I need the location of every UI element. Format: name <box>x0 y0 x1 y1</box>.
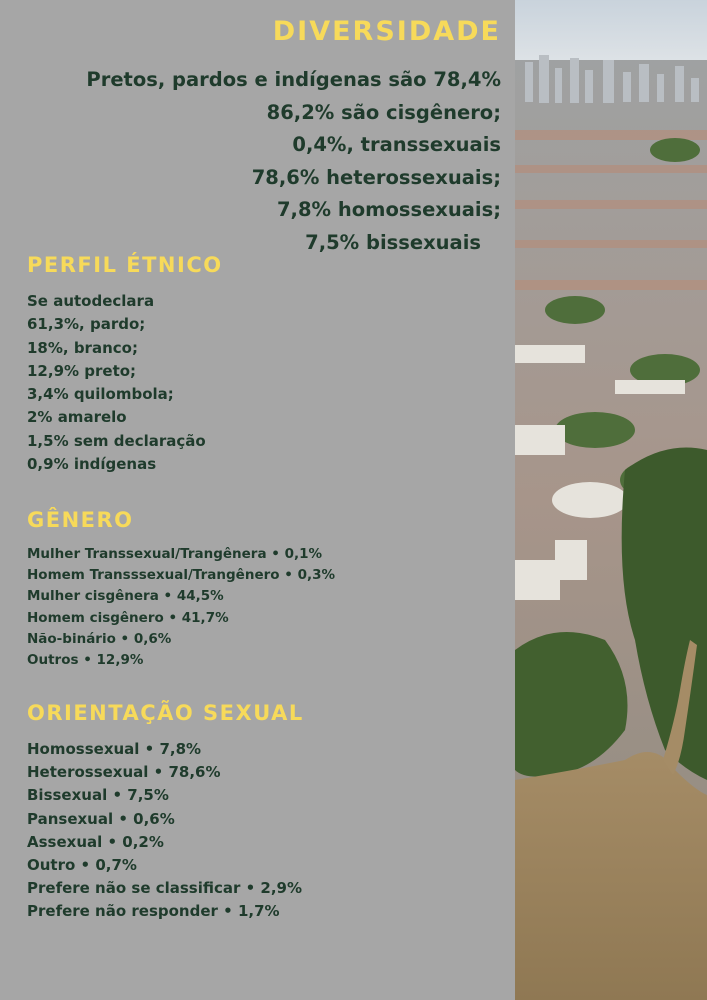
summary-block <box>6 64 501 259</box>
list-item: Se autodeclara <box>27 292 155 310</box>
list-item: Prefere não se classificar • 2,9% <box>27 879 303 898</box>
section-title-orientacao-sexual: ORIENTAÇÃO SEXUAL <box>27 701 304 725</box>
list-item: Não-binário • 0,6% <box>27 630 172 647</box>
list-item: Heterossexual • 78,6% <box>27 763 221 782</box>
summary-line: 78,6% heterossexuais; <box>251 165 501 189</box>
summary-line: Pretos, pardos e indígenas são 78,4% <box>86 68 501 91</box>
list-item: Homem Transssexual/Trangênero • 0,3% <box>27 567 336 584</box>
list-item: 12,9% preto; <box>27 361 137 380</box>
list-item: Assexual • 0,2% <box>27 832 164 851</box>
section-title-perfil-etnico: PERFIL ÉTNICO <box>27 253 223 277</box>
list-item: 18%, branco; <box>27 338 138 357</box>
orientacao-sexual-list <box>27 738 302 924</box>
section-title-genero: GÊNERO <box>27 508 134 532</box>
aerial-city-photo <box>515 0 707 1000</box>
genero-list <box>27 544 335 671</box>
list-item: Homossexual • 7,8% <box>27 740 202 758</box>
perfil-etnico-list <box>27 290 206 476</box>
summary-line: 0,4%, transsexuais <box>292 133 501 156</box>
summary-line: 7,8% homossexuais; <box>276 198 501 221</box>
list-item: Bissexual • 7,5% <box>27 786 169 805</box>
list-item: 2% amarelo <box>27 408 127 427</box>
list-item: Prefere não responder • 1,7% <box>27 902 280 921</box>
list-item: Mulher Transsexual/Trangênera • 0,1% <box>27 546 323 562</box>
list-item: Homem cisgênero • 41,7% <box>27 609 229 626</box>
list-item: Mulher cisgênera • 44,5% <box>27 588 224 605</box>
list-item: Outro • 0,7% <box>27 856 137 875</box>
list-item: Pansexual • 0,6% <box>27 809 175 828</box>
list-item: 61,3%, pardo; <box>27 315 146 334</box>
list-item: 3,4% quilombola; <box>27 385 174 404</box>
summary-line: 7,5% bissexuais <box>305 230 481 254</box>
list-item: 0,9% indígenas <box>27 455 157 474</box>
list-item: 1,5% sem declaração <box>27 431 206 450</box>
list-item: Outros • 12,9% <box>27 652 144 669</box>
summary-line: 86,2% são cisgênero; <box>266 100 501 124</box>
page-title: DIVERSIDADE <box>272 16 501 47</box>
